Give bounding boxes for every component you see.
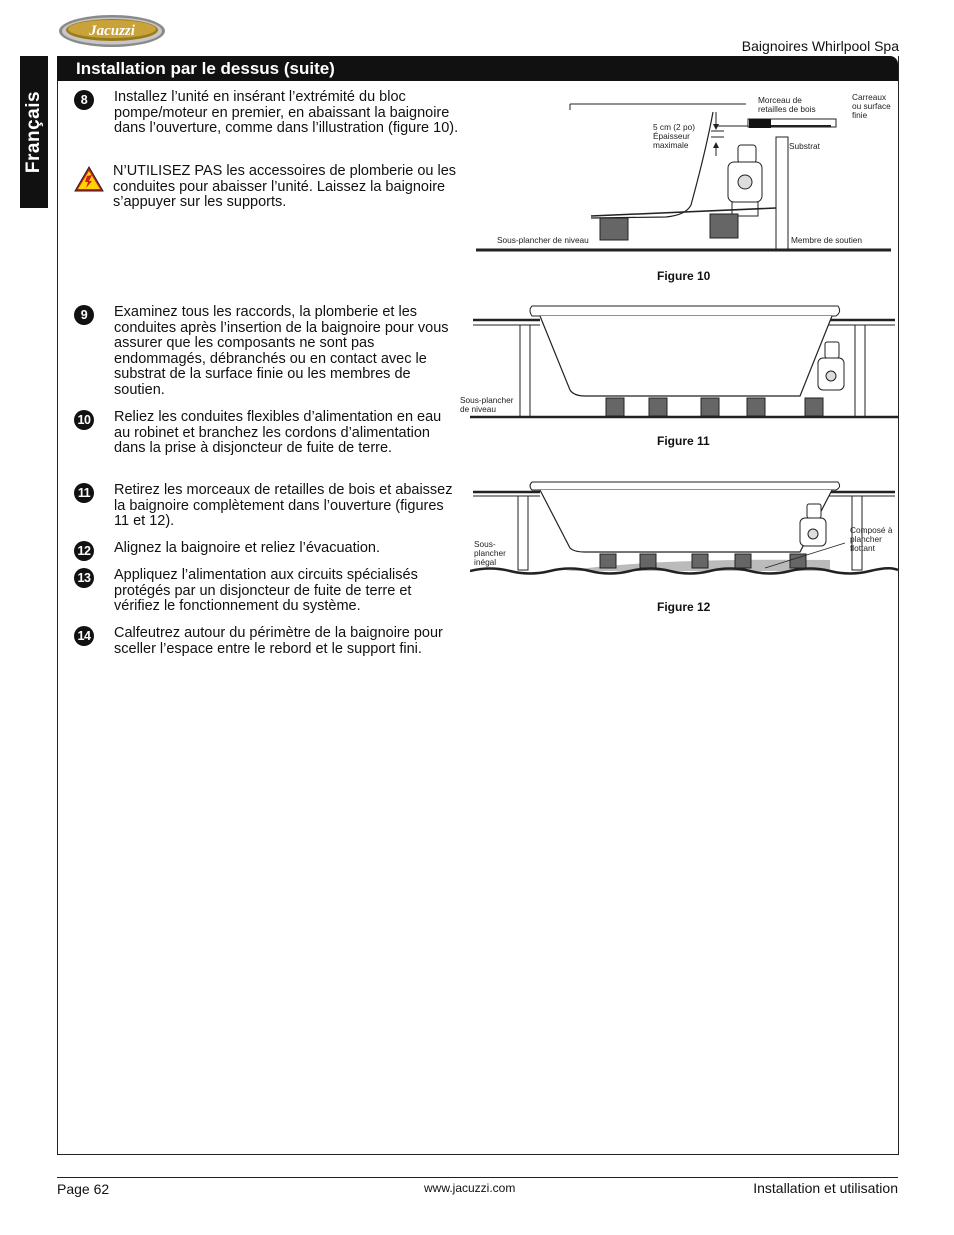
label-level-subfloor: Sous-plancher de niveau xyxy=(497,235,589,245)
language-tab xyxy=(20,56,48,208)
step-text: Appliquez l’alimentation aux circuits spécialisés protégés par un disjoncteur de fuite de terre et vérifiez le fonctionnement du système. xyxy=(114,567,418,615)
jacuzzi-logo xyxy=(58,14,166,48)
step-text: Reliez les conduites flexibles d’alimentation en eau au robinet et branchez les cordons d’alimentation dans la prise à disjoncteur de fuite de terre. xyxy=(114,409,442,457)
label-substrate: Substrat xyxy=(789,141,820,151)
step-number: 12 xyxy=(74,541,94,561)
footer-section: Installation et utilisation xyxy=(753,1180,898,1196)
step-number: 9 xyxy=(74,305,94,325)
step-text: Examinez tous les raccords, la plomberie et les conduites après l’insertion de la baignoire pour vous assurer que les composants ne sont pas endommagés, débranchés ou en contact avec le substrat de la surface finie ou les membres de soutien. xyxy=(114,304,449,398)
footer-divider xyxy=(57,1177,898,1178)
page-number: Page 62 xyxy=(57,1181,110,1197)
step-number: 14 xyxy=(74,626,94,646)
label-wood-scrap: Morceau de retailles de bois xyxy=(758,95,816,114)
warning-icon xyxy=(74,166,104,192)
warning-text: N’UTILISEZ PAS les accessoires de plomberie ou les conduites pour abaisser l’unité. Laissez la baignoire s’appuyer sur les supports. xyxy=(113,163,457,211)
figure-10-caption: Figure 10 xyxy=(657,269,711,283)
label-support-member: Membre de soutien xyxy=(791,235,863,245)
section-title: Installation par le dessus (suite) xyxy=(76,59,335,78)
label-level-subfloor: Sous-plancher de niveau xyxy=(460,395,514,414)
figure-11-caption: Figure 11 xyxy=(657,434,710,448)
label-floating-compound: Composé à plancher flottant xyxy=(850,525,893,553)
step-text: Installez l’unité en insérant l’extrémité du bloc pompe/moteur en premier, en abaissant la baignoire dans l’ouverture, comme dans l’illustration (figure 10). xyxy=(114,89,459,137)
section-header xyxy=(57,56,898,81)
logo-text: Jacuzzi xyxy=(89,23,135,39)
step-text: Retirez les morceaux de retailles de bois et abaissez la baignoire complètement dans l’ouverture (figures 11 et 12). xyxy=(114,482,453,530)
figure-12-caption: Figure 12 xyxy=(657,600,711,614)
figure-10-illustration xyxy=(476,90,896,255)
pump-motor-icon xyxy=(728,145,762,216)
label-uneven-subfloor: Sous-plancher inégal xyxy=(474,539,506,567)
pump-motor-icon xyxy=(818,342,844,390)
step-number: 10 xyxy=(74,410,94,430)
website-link[interactable]: www.jacuzzi.com xyxy=(424,1181,516,1195)
figure-12-illustration xyxy=(470,478,898,578)
step-number: 13 xyxy=(74,568,94,588)
step-text: Alignez la baignoire et reliez l’évacuation. xyxy=(114,540,380,556)
step-text: Calfeutrez autour du périmètre de la baignoire pour sceller l’espace entre le rebord et le support fini. xyxy=(114,625,443,657)
document-title: Baignoires Whirlpool Spa xyxy=(741,38,899,54)
step-number: 11 xyxy=(74,483,94,503)
label-tiles: Carreaux ou surface finie xyxy=(852,92,891,120)
figure-11-illustration xyxy=(470,298,898,423)
step-number: 8 xyxy=(74,90,94,110)
language-tab-label: Français xyxy=(23,90,44,174)
label-thickness: 5 cm (2 po) Épaisseur maximale xyxy=(653,122,695,150)
